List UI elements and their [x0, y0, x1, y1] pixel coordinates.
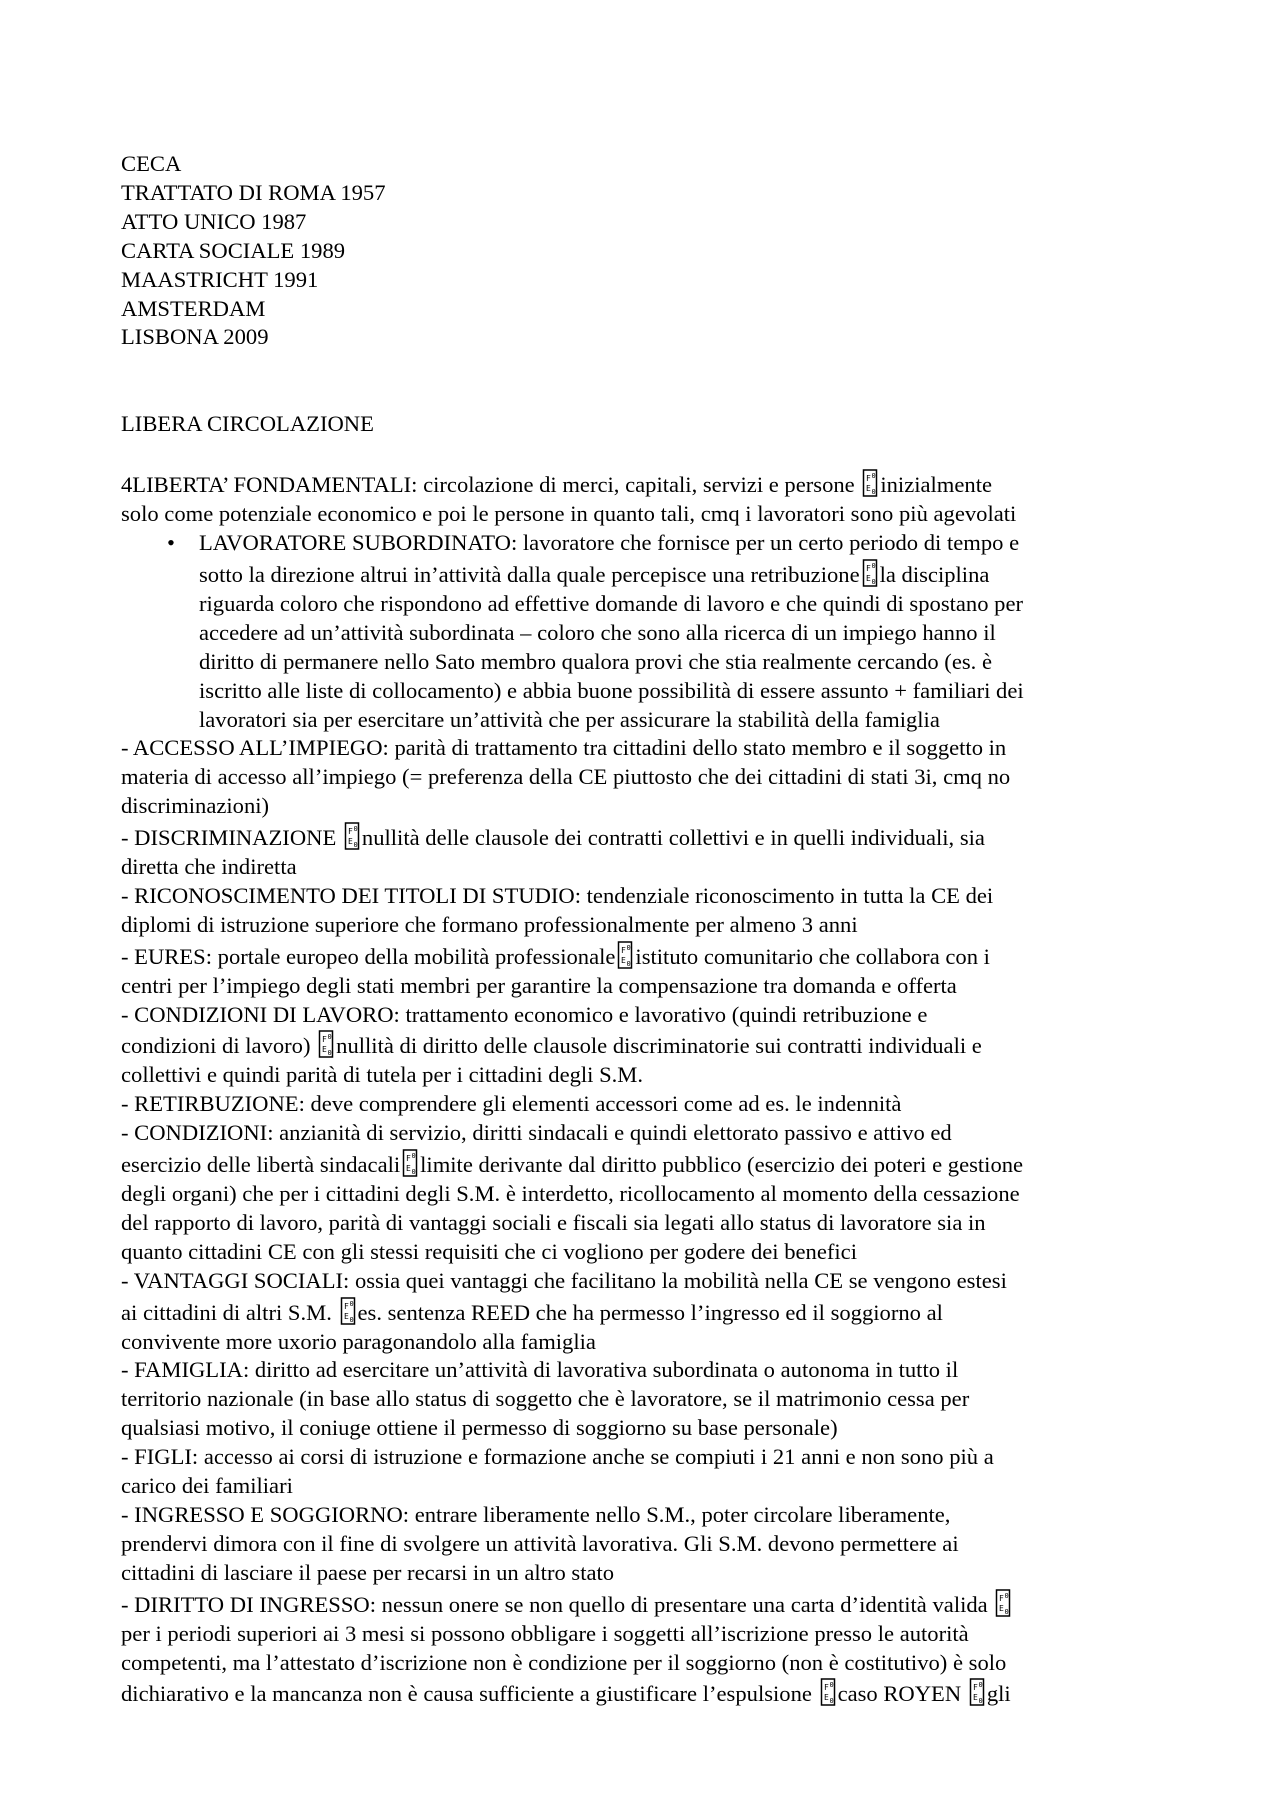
missing-glyph-icon — [340, 1296, 356, 1326]
header-item: TRATTATO DI ROMA 1957 — [121, 179, 386, 205]
paragraph-text: dichiarativo e la mancanza non è causa sufficiente a giustificare l’espulsione — [121, 1681, 818, 1707]
paragraph-text: - EURES: portale europeo della mobilità professionale — [121, 943, 616, 969]
section-title: LIBERA CIRCOLAZIONE — [121, 411, 374, 437]
missing-glyph-icon — [969, 1677, 985, 1707]
header-list — [121, 150, 1176, 352]
paragraph-figli — [121, 1443, 1176, 1501]
paragraph-condizioni — [121, 1119, 1176, 1267]
missing-glyph-icon — [318, 1029, 334, 1059]
bullet-text: sotto la direzione altrui in’attività dalla quale percepisce una retribuzione — [199, 561, 860, 587]
paragraph-text: convivente more uxorio paragonandolo alla famiglia — [121, 1328, 596, 1354]
paragraph-text: competenti, ma l’attestato d’iscrizione non è condizione per il soggiorno (non è costitutivo) è solo — [121, 1649, 1007, 1675]
bullet-text: iscritto alle liste di collocamento) e abbia buone possibilità di essere assunto + familiari dei — [199, 677, 1024, 703]
paragraph-accesso — [121, 734, 1176, 821]
missing-glyph-icon — [862, 558, 878, 588]
paragraph-retribuzione — [121, 1090, 1176, 1119]
paragraph-text: - ACCESSO ALL’IMPIEGO: parità di trattamento tra cittadini dello stato membro e il soggetto in — [121, 735, 1007, 761]
intro-text: solo come potenziale economico e poi le persone in quanto tali, cmq i lavoratori sono più agevolati — [121, 501, 1017, 527]
header-item: MAASTRICHT 1991 — [121, 266, 319, 292]
intro-paragraph — [121, 468, 1176, 529]
paragraph-text: ai cittadini di altri S.M. — [121, 1299, 338, 1325]
document-body — [121, 150, 1176, 1709]
paragraph-text: limite derivante dal diritto pubblico (esercizio dei poteri e gestione — [420, 1152, 1024, 1178]
paragraph-eures — [121, 940, 1176, 1001]
paragraph-text: - VANTAGGI SOCIALI: ossia quei vantaggi che facilitano la mobilità nella CE se vengono estesi — [121, 1267, 1007, 1293]
missing-glyph-icon — [862, 468, 878, 498]
bullet-item-lavoratore — [121, 529, 1176, 734]
bullet-text: lavoratori sia per esercitare un’attività che per assicurare la stabilità della famiglia — [199, 706, 940, 732]
paragraph-text: - INGRESSO E SOGGIORNO: entrare liberamente nello S.M., poter circolare liberamente, — [121, 1501, 951, 1527]
bullet-mark: • — [167, 530, 175, 556]
paragraph-text: territorio nazionale (in base allo status di soggetto che è lavoratore, se il matrimonio cessa per — [121, 1386, 970, 1412]
paragraph-text: - DIRITTO DI INGRESSO: nessun onere se non quello di presentare una carta d’identità valida — [121, 1591, 994, 1617]
paragraph-text: - RICONOSCIMENTO DEI TITOLI DI STUDIO: tendenziale riconoscimento in tutta la CE dei — [121, 882, 994, 908]
missing-glyph-icon — [344, 821, 360, 851]
bullet-text: la disciplina — [879, 561, 990, 587]
paragraph-ingresso-soggiorno — [121, 1501, 1176, 1588]
paragraph-text: es. sentenza REED che ha permesso l’ingresso ed il soggiorno al — [357, 1299, 943, 1325]
bullet-text: accedere ad un’attività subordinata – coloro che sono alla ricerca di un impiego hanno il — [199, 619, 996, 645]
intro-text: 4LIBERTA’ FONDAMENTALI: circolazione di merci, capitali, servizi e persone — [121, 472, 861, 498]
header-item: CARTA SOCIALE 1989 — [121, 237, 346, 263]
paragraph-text: del rapporto di lavoro, parità di vantaggi sociali e fiscali sia legati allo status di lavoratore sia in — [121, 1209, 986, 1235]
intro-text: inizialmente — [880, 472, 993, 498]
header-item: CECA — [121, 151, 182, 176]
header-item: ATTO UNICO 1987 — [121, 208, 307, 234]
paragraph-text: cittadini di lasciare il paese per recarsi in un altro stato — [121, 1559, 615, 1585]
paragraph-text: degli organi) che per i cittadini degli S.M. è interdetto, ricollocamento al momento della cessazione — [121, 1181, 1020, 1206]
paragraph-text: nullità di diritto delle clausole discriminatorie sui contratti individuali e — [336, 1033, 982, 1059]
paragraph-text: materia di accesso all’impiego (= preferenza della CE piuttosto che dei cittadini di stati 3i, cmq no — [121, 764, 1011, 790]
paragraph-text: esercizio delle libertà sindacali — [121, 1152, 401, 1178]
paragraph-text: qualsiasi motivo, il coniuge ottiene il permesso di soggiorno su base personale) — [121, 1415, 838, 1441]
bullet-text: riguarda coloro che rispondono ad effettive domande di lavoro e che quindi di spostano per — [199, 590, 1024, 616]
paragraph-text: quanto cittadini CE con gli stessi requisiti che ci vogliono per godere dei benefici — [121, 1238, 857, 1264]
paragraph-text: caso ROYEN — [837, 1681, 967, 1707]
bullet-text: LAVORATORE SUBORDINATO: lavoratore che fornisce per un certo periodo di tempo e — [199, 530, 1020, 556]
paragraph-famiglia — [121, 1356, 1176, 1443]
paragraph-text: discriminazioni) — [121, 793, 270, 819]
paragraph-text: collettivi e quindi parità di tutela per i cittadini degli S.M. — [121, 1062, 644, 1088]
paragraph-text: carico dei familiari — [121, 1473, 293, 1499]
paragraph-text: gli — [986, 1681, 1011, 1707]
missing-glyph-icon — [820, 1677, 836, 1707]
paragraph-diritto-ingresso — [121, 1588, 1176, 1710]
header-item: LISBONA 2009 — [121, 324, 269, 350]
paragraph-discriminazione — [121, 821, 1176, 882]
paragraph-text: - FIGLI: accesso ai corsi di istruzione e formazione anche se compiuti i 21 anni e non sono più a — [121, 1444, 994, 1470]
missing-glyph-icon — [995, 1588, 1011, 1618]
paragraph-riconoscimento — [121, 882, 1176, 940]
paragraph-text: diretta che indiretta — [121, 854, 297, 880]
paragraph-text: - CONDIZIONI DI LAVORO: trattamento economico e lavorativo (quindi retribuzione e — [121, 1001, 928, 1027]
paragraph-text: - FAMIGLIA: diritto ad esercitare un’attività di lavorativa subordinata o autonoma in tutto il — [121, 1357, 959, 1383]
header-item: AMSTERDAM — [121, 295, 266, 321]
bullet-text: diritto di permanere nello Sato membro qualora provi che stia realmente cercando (es. è — [199, 648, 992, 674]
missing-glyph-icon — [402, 1148, 418, 1178]
paragraph-text: nullità delle clausole dei contratti collettivi e in quelli individuali, sia — [361, 825, 985, 851]
paragraph-text: - RETIRBUZIONE: deve comprendere gli elementi accessori come ad es. le indennità — [121, 1091, 902, 1117]
paragraph-text: prendervi dimora con il fine di svolgere un attività lavorativa. Gli S.M. devono permettere ai — [121, 1530, 959, 1556]
paragraph-condizioni-lavoro — [121, 1001, 1176, 1091]
paragraph-vantaggi-sociali — [121, 1267, 1176, 1357]
paragraph-text: per i periodi superiori ai 3 mesi si possono obbligare i soggetti all’iscrizione presso le autorità — [121, 1620, 969, 1646]
paragraph-text: diplomi di istruzione superiore che formano professionalmente per almeno 3 anni — [121, 911, 858, 937]
paragraph-text: centri per l’impiego degli stati membri per garantire la compensazione tra domanda e offerta — [121, 972, 957, 998]
paragraph-text: - CONDIZIONI: anzianità di servizio, diritti sindacali e quindi elettorato passivo e attivo ed — [121, 1120, 952, 1146]
missing-glyph-icon — [617, 940, 633, 970]
paragraph-text: - DISCRIMINAZIONE — [121, 825, 342, 851]
paragraph-text: condizioni di lavoro) — [121, 1033, 317, 1059]
paragraph-text: istituto comunitario che collabora con i — [635, 943, 990, 969]
